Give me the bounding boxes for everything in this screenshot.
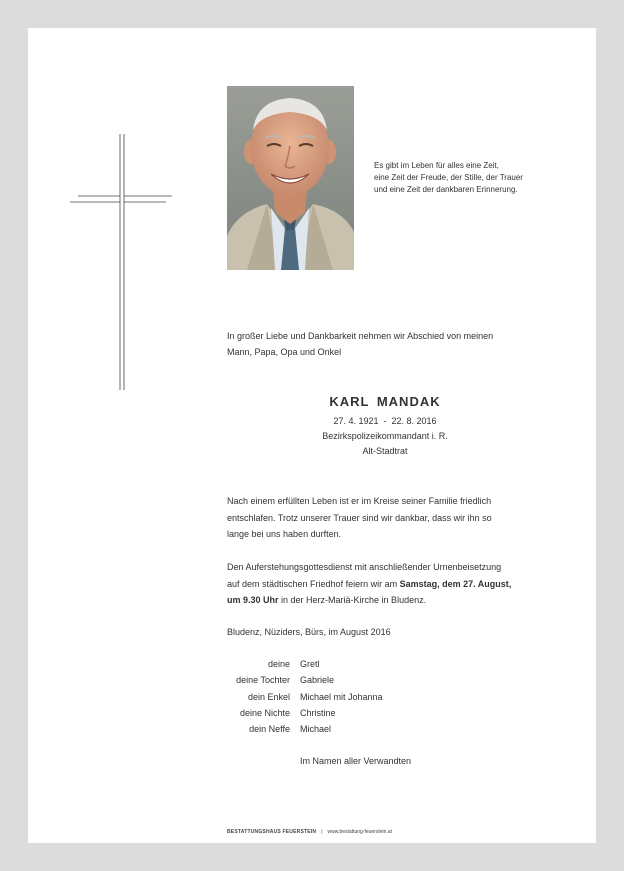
intro-text — [227, 328, 557, 360]
mourner-name: Michael mit Johanna — [300, 691, 383, 702]
paragraph-line — [227, 592, 567, 609]
mourner-name: Gretl — [300, 659, 320, 669]
closing-line: Im Namen aller Verwandten — [300, 756, 412, 766]
paragraph-line — [227, 576, 567, 593]
mourner-row — [200, 689, 460, 705]
deceased-name: KARL MANDAK — [329, 394, 441, 409]
mourner-row — [200, 672, 460, 688]
service-location: in der Herz-Mariä-Kirche in Bludenz. — [278, 595, 427, 605]
mourner-name: Gabriele — [300, 675, 335, 686]
paragraph-passing — [227, 493, 567, 543]
service-date: Samstag, dem 27. August, — [399, 578, 512, 589]
paragraph-line: lange bei uns haben durften. — [227, 529, 342, 539]
service-time: um 9.30 Uhr — [227, 595, 279, 605]
paragraph-service — [227, 559, 567, 609]
paragraph-line: entschlafen. Trotz unserer Trauer sind wir dankbar, dass wir ihn so — [227, 512, 492, 523]
quote-line: Es gibt im Leben für alles eine Zeit, — [374, 161, 499, 170]
mourner-relation: dein Enkel — [247, 691, 290, 702]
mourner-relation: deine — [267, 659, 290, 669]
footer — [227, 828, 392, 836]
mourner-relation: dein Neffe — [249, 724, 290, 735]
mourner-relation: deine Nichte — [239, 707, 290, 718]
mourner-row — [200, 656, 460, 672]
paragraph-line: Nach einem erfüllten Leben ist er im Kreise seiner Familie friedlich — [227, 496, 492, 506]
memorial-quote — [374, 160, 574, 196]
service-text: auf dem städtischen Friedhof feiern wir am — [227, 578, 400, 589]
intro-line: Mann, Papa, Opa und Onkel — [227, 347, 342, 357]
mourner-name: Christine — [300, 707, 336, 718]
footer-separator: | — [321, 829, 323, 835]
life-dates: 27. 4. 1921 - 22. 8. 2016 — [333, 416, 437, 426]
mourner-row — [200, 705, 460, 721]
portrait-photo — [227, 86, 354, 270]
footer-brand: BESTATTUNGSHAUS FEUERSTEIN — [227, 829, 317, 835]
quote-line: eine Zeit der Freude, der Stille, der Trauer — [374, 173, 523, 182]
intro-line: In großer Liebe und Dankbarkeit nehmen wir Abschied von meinen — [227, 331, 494, 341]
mourner-row — [200, 721, 460, 737]
place-date: Bludenz, Nüziders, Bürs, im August 2016 — [227, 627, 391, 637]
quote-line: und eine Zeit der dankbaren Erinnerung. — [374, 185, 518, 194]
mourner-relation: deine Tochter — [236, 675, 290, 686]
deceased-role: Alt-Stadtrat — [362, 446, 408, 456]
deceased-title: Bezirkspolizeikommandant i. R. — [322, 431, 448, 441]
cross-icon — [70, 134, 174, 390]
mourners-list — [200, 656, 460, 737]
paragraph-line: Den Auferstehungsgottesdienst mit anschließender Urnenbeisetzung — [227, 562, 502, 572]
footer-url[interactable]: www.bestattung-feuerstein.at — [327, 829, 392, 835]
mourner-name: Michael — [300, 724, 332, 735]
deceased-info — [270, 394, 500, 459]
